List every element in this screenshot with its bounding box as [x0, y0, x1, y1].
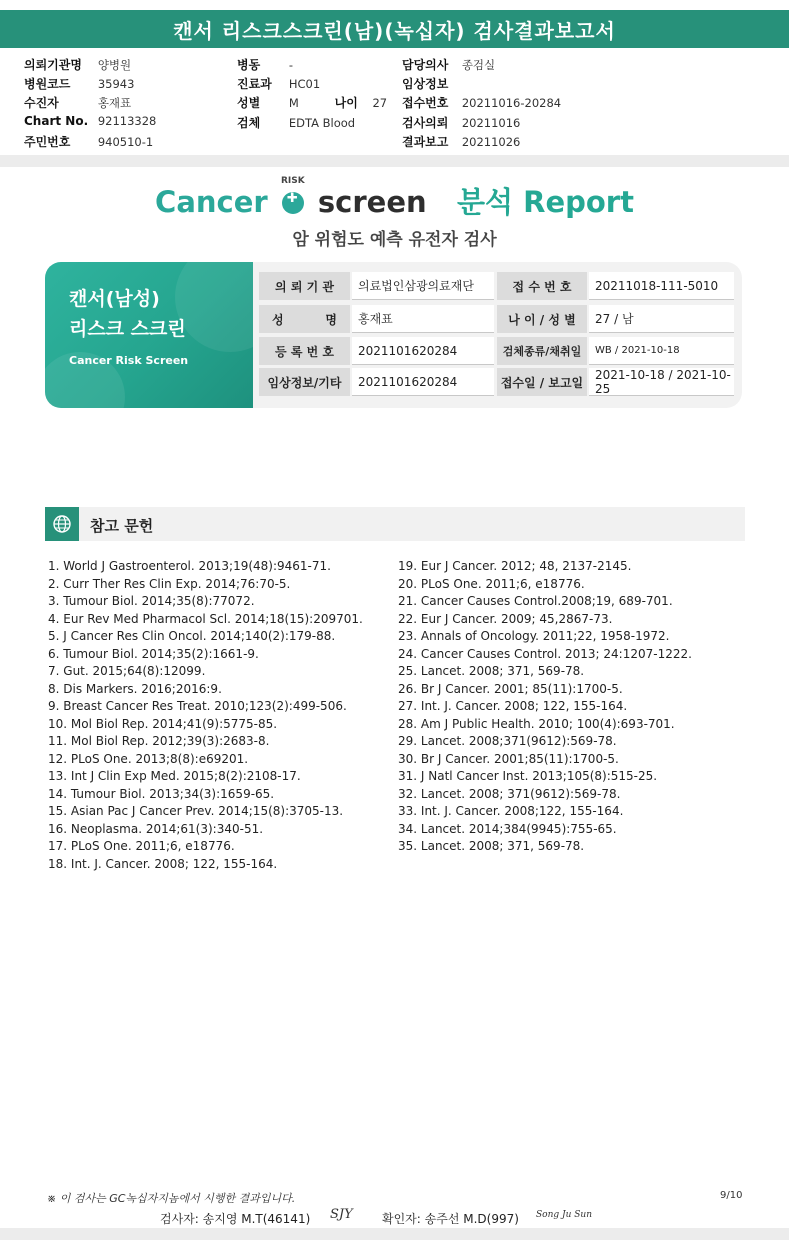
references-list-left — [48, 558, 363, 873]
info-label: 수진자 — [24, 96, 59, 110]
info-value: 20211016 — [461, 116, 521, 130]
info-value: 20211026 — [461, 135, 521, 149]
report-title: 캔서 리스크스크린(남)(녹십자) 검사결과보고서 — [173, 18, 616, 43]
risk-plus-icon: RISK ✚ — [278, 188, 308, 214]
info-row — [24, 56, 131, 73]
reference-item: 33. Int. J. Cancer. 2008;122, 155-164. — [398, 804, 624, 818]
reference-item: 18. Int. J. Cancer. 2008; 122, 155-164. — [48, 856, 278, 871]
age-label: 나이 — [334, 96, 358, 110]
table-value: 2021-10-18 / 2021-10-25 — [589, 368, 734, 396]
reference-item: 3. Tumour Biol. 2014;35(8):77072. — [48, 594, 255, 608]
reference-item: 11. Mol Biol Rep. 2012;39(3):2683-8. — [48, 734, 270, 748]
logo-report-text: Report — [523, 185, 634, 219]
table-value: WB / 2021-10-18 — [589, 337, 734, 365]
table-label: 나 이 / 성 별 — [497, 305, 587, 333]
info-row — [237, 114, 355, 131]
info-value: 종검실 — [461, 58, 496, 72]
info-label: 담당의사 — [402, 58, 449, 72]
reference-item: 14. Tumour Biol. 2013;34(3):1659-65. — [48, 786, 275, 801]
confirmer-signature: Song Ju Sun — [536, 1210, 593, 1220]
info-value: 92113328 — [97, 114, 157, 128]
info-value: 940510-1 — [97, 135, 154, 149]
info-row — [24, 94, 131, 111]
reference-item: 21. Cancer Causes Control.2008;19, 689-701. — [398, 594, 673, 608]
report-title-bar — [0, 10, 789, 48]
logo-analysis-text: 분석 — [456, 185, 513, 219]
info-row — [24, 133, 153, 150]
reference-item: 27. Int. J. Cancer. 2008; 122, 155-164. — [398, 699, 628, 713]
reference-item: 25. Lancet. 2008; 371, 569-78. — [398, 664, 585, 678]
info-row — [402, 56, 495, 73]
info-value: - — [288, 58, 293, 72]
info-label: 임상정보 — [402, 77, 449, 91]
table-value: 2021101620284 — [352, 337, 494, 365]
info-label: 의뢰기관명 — [24, 58, 82, 72]
reference-item: 4. Eur Rev Med Pharmacol Scl. 2014;18(15):209701. — [48, 611, 363, 626]
info-value: M — [288, 96, 299, 110]
info-value: 양병원 — [97, 58, 132, 72]
info-label: 진료과 — [237, 77, 272, 91]
reference-item: 22. Eur J Cancer. 2009; 45,2867-73. — [398, 611, 613, 626]
table-value: 의료법인삼광의료재단 — [352, 272, 494, 300]
table-label: 임상정보/기타 — [259, 368, 350, 396]
reference-item: 24. Cancer Causes Control. 2013; 24:1207-1222. — [398, 646, 692, 661]
reference-item: 15. Asian Pac J Cancer Prev. 2014;15(8):3705-13. — [48, 804, 344, 818]
reference-item: 13. Int J Clin Exp Med. 2015;8(2):2108-17. — [48, 769, 301, 783]
reference-item: 35. Lancet. 2008; 371, 569-78. — [398, 839, 585, 853]
table-label: 검체종류/채취일 — [497, 337, 587, 365]
info-label: 검체 — [237, 116, 261, 130]
tester-signature: SJY — [330, 1207, 353, 1222]
reference-item: 26. Br J Cancer. 2001; 85(11):1700-5. — [398, 681, 623, 696]
separator-band — [0, 155, 789, 167]
reference-item: 1. World J Gastroenterol. 2013;19(48):9461-71. — [48, 559, 331, 573]
reference-item: 5. J Cancer Res Clin Oncol. 2014;140(2):179-88. — [48, 629, 336, 643]
reference-item: 29. Lancet. 2008;371(9612):569-78. — [398, 734, 617, 748]
table-label: 접수일 / 보고일 — [497, 368, 587, 396]
reference-item: 17. PLoS One. 2011;6, e18776. — [48, 839, 235, 853]
references-title: 참고 문헌 — [90, 517, 154, 535]
info-label: 성별 — [237, 96, 261, 110]
table-label: 등 록 번 호 — [259, 337, 350, 365]
reference-item: 9. Breast Cancer Res Treat. 2010;123(2):499-506. — [48, 699, 347, 713]
table-label: 접 수 번 호 — [497, 272, 587, 300]
info-row — [237, 56, 293, 73]
info-value: 20211016-20284 — [461, 96, 562, 110]
reference-item: 8. Dis Markers. 2016;2016:9. — [48, 681, 222, 696]
reference-item: 23. Annals of Oncology. 2011;22, 1958-1972. — [398, 629, 670, 643]
info-label: 병원코드 — [24, 77, 71, 91]
reference-item: 16. Neoplasma. 2014;61(3):340-51. — [48, 821, 264, 836]
info-value: 35943 — [97, 77, 135, 91]
reference-item: 30. Br J Cancer. 2001;85(11):1700-5. — [398, 751, 619, 766]
logo-risk-text: RISK — [280, 176, 305, 186]
table-value: 2021101620284 — [352, 368, 494, 396]
reference-item: 34. Lancet. 2014;384(9945):755-65. — [398, 821, 617, 836]
info-value: 홍재표 — [97, 96, 132, 110]
info-row — [402, 133, 520, 150]
info-row — [237, 75, 320, 92]
badge-title — [69, 284, 186, 344]
tester-name: 검사자: 송지영 M.T(46141) — [160, 1212, 311, 1226]
info-label: 주민번호 — [24, 135, 71, 149]
table-label: 성 명 — [259, 305, 350, 333]
reference-item: 2. Curr Ther Res Clin Exp. 2014;76:70-5. — [48, 576, 291, 591]
references-list-right — [398, 558, 692, 856]
info-label: 병동 — [237, 58, 261, 72]
reference-item: 19. Eur J Cancer. 2012; 48, 2137-2145. — [398, 559, 632, 573]
page-subtitle: 암 위험도 예측 유전자 검사 — [292, 230, 497, 250]
logo-screen-text: screen — [317, 185, 427, 219]
page-number: 9/10 — [720, 1190, 743, 1201]
info-row — [237, 94, 387, 111]
info-label: Chart No. — [24, 114, 89, 128]
logo-cancer-text: Cancer — [155, 185, 268, 219]
badge-subtitle: Cancer Risk Screen — [69, 354, 189, 367]
reference-item: 28. Am J Public Health. 2010; 100(4):693-701. — [398, 716, 675, 731]
badge-title-line2: 리스크 스크린 — [69, 318, 186, 340]
reference-item: 20. PLoS One. 2011;6, e18776. — [398, 576, 585, 591]
info-label: 검사의뢰 — [402, 116, 449, 130]
cancer-risk-screen-logo — [0, 176, 789, 221]
info-row — [402, 94, 561, 111]
reference-item: 32. Lancet. 2008; 371(9612):569-78. — [398, 786, 621, 801]
info-row — [402, 114, 520, 131]
info-row — [402, 75, 462, 92]
reference-item: 31. J Natl Cancer Inst. 2013;105(8):515-25. — [398, 769, 658, 783]
table-value: 27 / 남 — [589, 305, 734, 333]
reference-item: 12. PLoS One. 2013;8(8):e69201. — [48, 751, 249, 766]
reference-item: 7. Gut. 2015;64(8):12099. — [48, 664, 206, 678]
info-label: 결과보고 — [402, 135, 449, 149]
info-row — [24, 114, 156, 128]
info-label: 접수번호 — [402, 96, 449, 110]
bottom-band — [0, 1228, 789, 1240]
info-value: HC01 — [288, 77, 321, 91]
age-value: 27 — [372, 96, 388, 110]
confirmer-name: 확인자: 송주선 M.D(997) — [382, 1212, 519, 1226]
table-value: 홍재표 — [352, 305, 494, 333]
patient-info-block — [0, 52, 789, 152]
table-label: 의 뢰 기 관 — [259, 272, 350, 300]
summary-card-badge — [45, 262, 253, 408]
info-row — [24, 75, 134, 92]
footer-note: ※ 이 검사는 GC녹십자지놈에서 시행한 결과입니다. — [47, 1192, 296, 1205]
reference-item: 10. Mol Biol Rep. 2014;41(9):5775-85. — [48, 716, 278, 731]
badge-title-line1: 캔서(남성) — [69, 288, 160, 310]
table-value: 20211018-111-5010 — [589, 272, 734, 300]
reference-item: 6. Tumour Biol. 2014;35(2):1661-9. — [48, 646, 259, 661]
info-value: EDTA Blood — [288, 116, 356, 130]
globe-icon — [45, 507, 79, 541]
